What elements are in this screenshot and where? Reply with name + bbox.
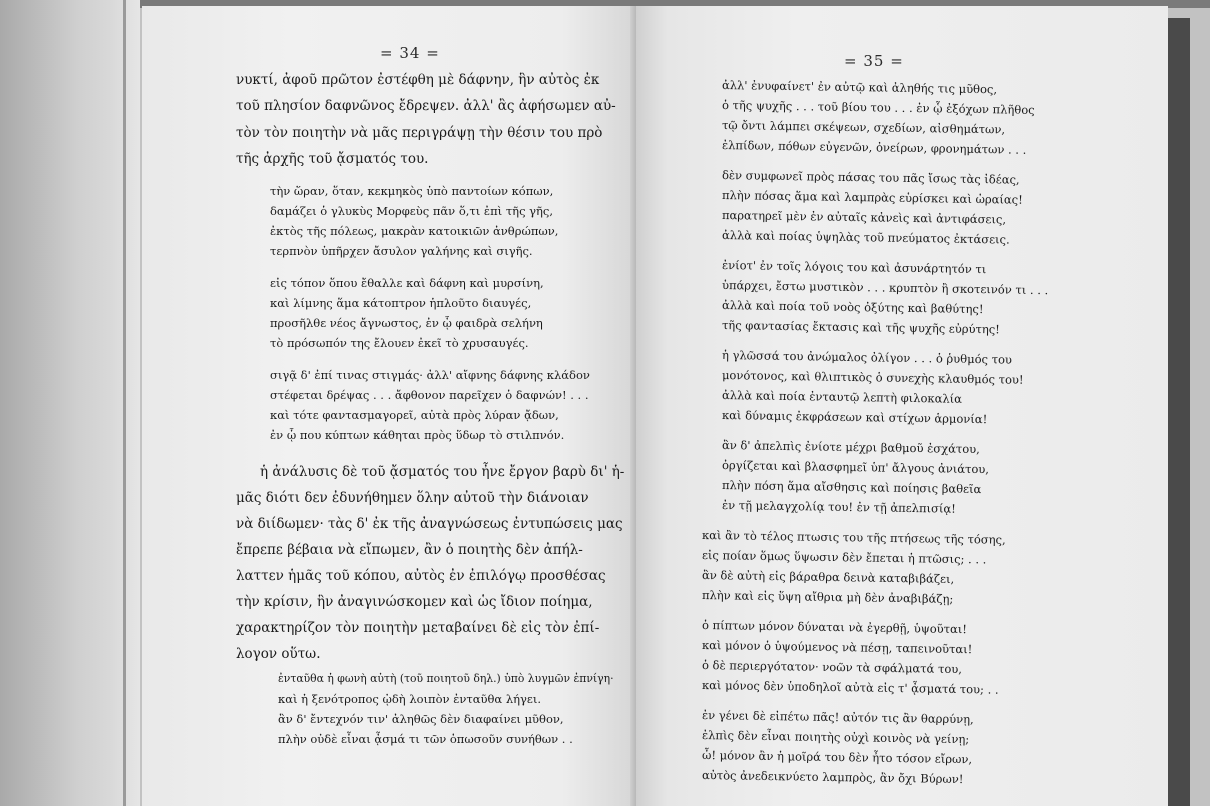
text-line: λαττεν ἡμᾶς τοῦ κόπου, αὐτὸς ἐν ἐπιλόγῳ προσθέσας bbox=[236, 568, 606, 584]
verse-line: ἐκτὸς τῆς πόλεως, μακρὰν κατοικιῶν ἀνθρώπων, bbox=[270, 224, 559, 238]
verse-line: ὁ πίπτων μόνον δύναται νὰ ἐγερθῇ, ὑψοῦται! bbox=[701, 618, 968, 637]
verse-line: ἐλπὶς δὲν εἶναι ποιητὴς οὐχὶ κοινὸς νὰ γείνῃ; bbox=[701, 728, 970, 747]
verse-line: δαμάζει ὁ γλυκὺς Μορφεὺς πᾶν ὅ,τι ἐπὶ τῆς γῆς, bbox=[270, 204, 554, 218]
verse-line: ὁ τῆς ψυχῆς . . . τοῦ βίου του . . . ἐν ᾧ ἐξόχων πλῆθος bbox=[721, 98, 1035, 117]
text-line: νὰ διίδωμεν· τὰς δ' ἐκ τῆς ἀναγνώσεως ἐντυπώσεις μας bbox=[236, 516, 623, 532]
verse-line: πλὴν οὐδὲ εἶναι ᾆσμά τι τῶν ὁπωσοῦν συνήθων . . bbox=[278, 732, 573, 746]
verse-line: ἐνίοτ' ἐν τοῖς λόγοις του καὶ ἀσυνάρτητόν τι bbox=[721, 258, 987, 277]
verse-line: καὶ δύναμις ἐκφράσεων καὶ στίχων ἁρμονία! bbox=[721, 408, 988, 427]
verse-line: ἂν δ' ἀπελπὶς ἐνίοτε μέχρι βαθμοῦ ἐσχάτου, bbox=[721, 438, 980, 457]
verse-line: μονότονος, καὶ θλιπτικὸς ὁ συνεχὴς κλαυθμός του! bbox=[721, 368, 1024, 387]
verse-line: τῷ ὄντι λάμπει σκέψεων, σχεδίων, αἰσθημάτων, bbox=[721, 118, 1006, 137]
verse-line: ὑπάρχει, ἔστω μυστικὸν . . . κρυπτὸν ἢ σκοτεινόν τι . . . bbox=[721, 278, 1049, 298]
verse-line: ἀλλ' ἐνυφαίνετ' ἐν αὐτῷ καὶ ἀληθής τις μῦθος, bbox=[721, 78, 998, 97]
verse-line: ἐν γένει δὲ εἰπέτω πᾶς! αὐτόν τις ἂν θαρρύνῃ, bbox=[701, 708, 974, 727]
text-line: λογον οὕτω. bbox=[236, 646, 321, 662]
verse-line: ὦ! μόνον ἂν ἡ μοῖρά του δὲν ἦτο τόσον εἴρων, bbox=[701, 748, 973, 767]
text-line: τοῦ πλησίον δαφνῶνος ἔδρεψεν. ἀλλ' ἂς ἀφήσωμεν αὐ- bbox=[236, 98, 616, 114]
right-page bbox=[636, 6, 1168, 806]
scanner-margin bbox=[0, 0, 140, 806]
verse-line: ἂν δ' ἔντεχνόν τιν' ἀληθῶς δὲν διαφαίνει μῦθον, bbox=[278, 712, 564, 726]
verse-line: καὶ ἂν τὸ τέλος πτωσις του τῆς πτήσεως τῆς τόσης, bbox=[701, 528, 1006, 547]
verse-line: σιγᾷ δ' ἐπί τινας στιγμάς· ἀλλ' αἴφνης δάφνης κλάδον bbox=[270, 368, 590, 382]
text-line: τὴν κρίσιν, ἣν ἀναγινώσκομεν καὶ ὡς ἴδιον ποίημα, bbox=[236, 594, 593, 610]
verse-line: ὀργίζεται καὶ βλασφημεῖ ὑπ' ἄλγους ἀνιάτου, bbox=[721, 458, 990, 477]
verse-line: πλὴν καὶ εἰς ὕψη αἴθρια μὴ δὲν ἀναβιβάζῃ; bbox=[701, 588, 954, 606]
verse-line: πλὴν πόσας ἅμα καὶ λαμπρὰς εὑρίσκει καὶ ὡραίας! bbox=[721, 188, 1023, 207]
verse-line: ἡ γλῶσσά του ἀνώμαλος ὀλίγον . . . ὁ ῥυθμός του bbox=[721, 348, 1013, 367]
verse-line: τὴν ὥραν, ὅταν, κεκμηκὸς ὑπὸ παντοίων κόπων, bbox=[270, 184, 554, 198]
verse-line: ἐλπίδων, πόθων εὐγενῶν, ὀνείρων, φρονημάτων . . . bbox=[721, 138, 1027, 157]
verse-line: εἰς τόπον ὅπου ἔθαλλε καὶ δάφνη καὶ μυρσίνη, bbox=[270, 276, 544, 290]
verse-line: ἂν δὲ αὐτὴ εἰς βάραθρα δεινὰ καταβιβάζει, bbox=[701, 568, 955, 586]
verse-line: καὶ μόνον ὁ ὑψούμενος νὰ πέσῃ, ταπεινοῦται! bbox=[701, 638, 973, 657]
text-line: ἡ ἀνάλυσις δὲ τοῦ ᾄσματός του ἦνε ἔργον βαρὺ δι' ἡ- bbox=[260, 464, 625, 480]
verse-line: εἰς ποίαν ὅμως ὕψωσιν δὲν ἔπεται ἡ πτῶσις; . . . bbox=[701, 548, 987, 567]
verse-line: ἐν τῇ μελαγχολίᾳ του! ἐν τῇ ἀπελπισίᾳ! bbox=[721, 498, 956, 516]
verse-line: ἐνταῦθα ἡ φωνὴ αὐτὴ (τοῦ ποιητοῦ δηλ.) ὑπὸ λυγμῶν ἐπνίγη· bbox=[278, 672, 614, 685]
verse-line: προσῆλθε νέος ἄγνωστος, ἐν ᾧ φαιδρὰ σελήνη bbox=[270, 316, 543, 330]
verse-line: τερπνὸν ὑπῆρχεν ἄσυλον γαλήνης καὶ σιγῆς. bbox=[270, 244, 533, 258]
text-line: νυκτί, ἀφοῦ πρῶτον ἐστέφθη μὲ δάφνην, ἣν αὐτὸς ἐκ bbox=[236, 72, 600, 88]
verse-line: παρατηρεῖ μὲν ἐν αὐταῖς κἀνεὶς καὶ ἀντιφάσεις, bbox=[721, 208, 1007, 227]
verse-line: καὶ ἡ ξενότροπος ᾠδὴ λοιπὸν ἐνταῦθα λήγει. bbox=[278, 692, 541, 706]
verse-line: πλὴν πόση ἅμα αἴσθησις καὶ ποίησις βαθεῖα bbox=[721, 478, 982, 497]
verse-line: αὐτὸς ἀνεδεικνύετο λαμπρὸς, ἂν ὄχι Βύρων! bbox=[701, 768, 964, 787]
verse-line: δὲν συμφωνεῖ πρὸς πάσας του πᾶς ἴσως τὰς ἰδέας, bbox=[721, 168, 1020, 187]
verse-line: ἀλλὰ καὶ ποία τοῦ νοὸς ὀξύτης καὶ βαθύτης! bbox=[721, 298, 984, 317]
text-line: χαρακτηρίζον τὸν ποιητὴν μεταβαίνει δὲ εἰς τὸν ἐπί- bbox=[236, 620, 600, 636]
verse-line: καὶ μόνος δὲν ὑποδηλοῖ αὐτὰ εἰς τ' ᾆσματά του; . . bbox=[701, 678, 999, 697]
verse-line: τῆς φαντασίας ἔκτασις καὶ τῆς ψυχῆς εὐρύτης! bbox=[721, 318, 1000, 337]
verse-line: στέφεται δρέψας . . . ἄφθονον παρεῖχεν ὁ δαφνών! . . . bbox=[270, 388, 589, 402]
verse-line: ὁ δὲ περιεργότατον· νοῶν τὰ σφάλματά του, bbox=[701, 658, 963, 677]
text-line: ἔπρεπε βέβαια νὰ εἴπωμεν, ἂν ὁ ποιητὴς δὲν ἀπήλ- bbox=[236, 542, 583, 558]
verse-line: ἀλλὰ καὶ ποίας ὑψηλὰς τοῦ πνεύματος ἐκτάσεις. bbox=[721, 228, 1010, 247]
page-number: = 35 = bbox=[844, 52, 904, 70]
page-number: = 34 = bbox=[380, 44, 440, 62]
verse-line: καὶ τότε φαντασμαγορεῖ, αὐτὰ πρὸς λύραν ᾄδων, bbox=[270, 408, 559, 422]
verse-line: τὸ πρόσωπόν της ἔλουεν ἐκεῖ τὸ χρυσαυγές. bbox=[270, 336, 529, 350]
text-line: μᾶς διότι δεν ἐδυνήθημεν ὅλην αὐτοῦ τὴν διάνοιαν bbox=[236, 490, 589, 506]
verse-line: καὶ λίμνης ἅμα κάτοπτρον ἡπλοῦτο διαυγές, bbox=[270, 296, 532, 310]
verse-line: ἀλλὰ καὶ ποία ἐνταυτῷ λεπτὴ φιλοκαλία bbox=[721, 388, 963, 406]
text-line: τὸν τὸν ποιητὴν νὰ μᾶς περιγράψῃ τὴν θέσιν του πρὸ bbox=[236, 125, 603, 141]
text-line: τῆς ἀρχῆς τοῦ ᾄσματός του. bbox=[236, 151, 429, 167]
left-page bbox=[142, 6, 636, 806]
verse-line: ἐν ᾧ που κύπτων κάθηται πρὸς ὕδωρ τὸ στιλπνόν. bbox=[270, 428, 565, 442]
